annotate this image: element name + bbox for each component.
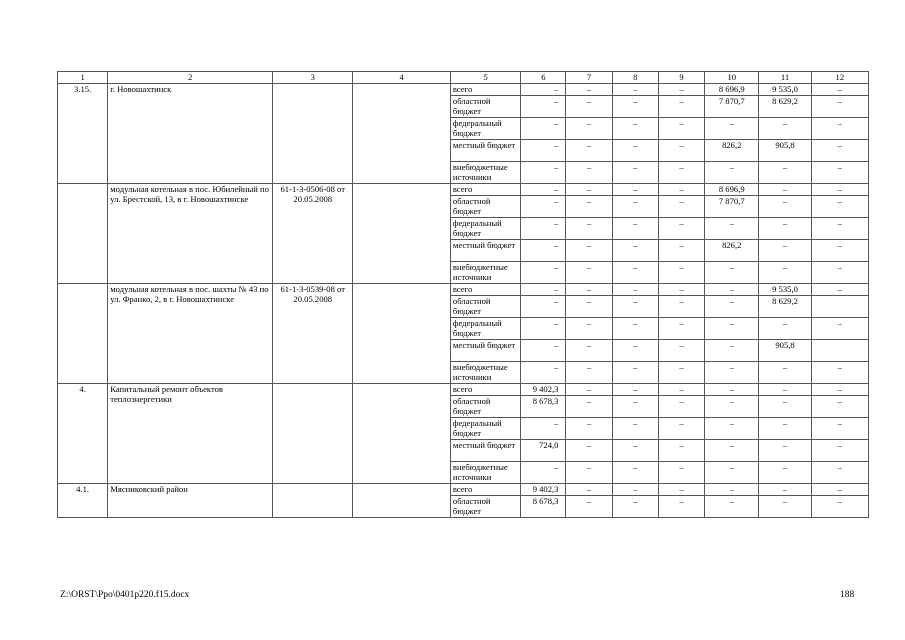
item-name: модульная котельная в пос. шахты № 43 по ул. Франко, 2, в г. Новошахтинске: [108, 284, 273, 384]
value-cell: –: [759, 484, 811, 496]
value-cell: –: [612, 118, 658, 140]
value-cell: –: [811, 284, 868, 296]
value-cell: 8 629,2: [759, 96, 811, 118]
funding-source: внебюджетные источники: [450, 162, 520, 184]
value-cell: –: [658, 84, 704, 96]
value-cell: –: [521, 196, 566, 218]
value-cell: 9 535,0: [759, 284, 811, 296]
value-cell: –: [811, 362, 868, 384]
value-cell: –: [811, 162, 868, 184]
value-cell: –: [811, 96, 868, 118]
column-header: 2: [108, 72, 273, 84]
value-cell: –: [811, 418, 868, 440]
value-cell: –: [566, 418, 612, 440]
funding-source: федеральный бюджет: [450, 418, 520, 440]
value-cell: –: [566, 118, 612, 140]
item-number: [58, 184, 108, 284]
value-cell: –: [566, 396, 612, 418]
value-cell: –: [658, 340, 704, 362]
value-cell: –: [759, 462, 811, 484]
value-cell: –: [612, 440, 658, 462]
value-cell: –: [521, 362, 566, 384]
funding-source: областной бюджет: [450, 96, 520, 118]
value-cell: –: [658, 362, 704, 384]
value-cell: –: [612, 218, 658, 240]
expertise-code: 61-1-3-0506-08 от 20.05.2008: [273, 184, 353, 284]
value-cell: –: [811, 484, 868, 496]
funding-source: внебюджетные источники: [450, 462, 520, 484]
value-cell: –: [612, 184, 658, 196]
column-header: 12: [811, 72, 868, 84]
value-cell: –: [521, 162, 566, 184]
value-cell: –: [566, 196, 612, 218]
value-cell: –: [658, 384, 704, 396]
value-cell: –: [612, 296, 658, 318]
funding-source: внебюджетные источники: [450, 262, 520, 284]
value-cell: –: [521, 340, 566, 362]
value-cell: –: [811, 496, 868, 518]
value-cell: –: [612, 262, 658, 284]
funding-source: местный бюджет: [450, 240, 520, 262]
value-cell: –: [705, 496, 759, 518]
value-cell: –: [612, 140, 658, 162]
value-cell: 905,8: [759, 140, 811, 162]
funding-source: областной бюджет: [450, 396, 520, 418]
value-cell: –: [811, 462, 868, 484]
value-cell: –: [658, 218, 704, 240]
value-cell: –: [521, 284, 566, 296]
column-header: 9: [658, 72, 704, 84]
value-cell: –: [612, 196, 658, 218]
value-cell: –: [705, 340, 759, 362]
value-cell: –: [705, 462, 759, 484]
value-cell: –: [658, 262, 704, 284]
budget-table: [57, 71, 869, 518]
item-number: 4.1.: [58, 484, 108, 518]
column-header: 6: [521, 72, 566, 84]
value-cell: –: [658, 240, 704, 262]
funding-source: внебюджетные источники: [450, 362, 520, 384]
column-header: 3: [273, 72, 353, 84]
value-cell: –: [705, 162, 759, 184]
value-cell: –: [658, 484, 704, 496]
value-cell: 826,2: [705, 240, 759, 262]
value-cell: –: [566, 162, 612, 184]
value-cell: –: [705, 296, 759, 318]
value-cell: –: [759, 162, 811, 184]
value-cell: –: [566, 240, 612, 262]
funding-source: федеральный бюджет: [450, 118, 520, 140]
column-header: 8: [612, 72, 658, 84]
value-cell: –: [566, 484, 612, 496]
footer-file-path: Z:\ORST\Ppo\0401p220.f15.docx: [60, 590, 190, 600]
value-cell: 7 870,7: [705, 196, 759, 218]
funding-source: областной бюджет: [450, 296, 520, 318]
value-cell: –: [521, 296, 566, 318]
value-cell: –: [658, 296, 704, 318]
value-cell: [811, 340, 868, 362]
value-cell: –: [566, 496, 612, 518]
value-cell: –: [521, 240, 566, 262]
table-row: [58, 484, 869, 496]
value-cell: 9 535,0: [759, 84, 811, 96]
table-row: [58, 284, 869, 296]
value-cell: –: [566, 362, 612, 384]
column-header: 4: [353, 72, 450, 84]
value-cell: –: [759, 318, 811, 340]
value-cell: –: [811, 118, 868, 140]
item-name: г. Новошахтинск: [108, 84, 273, 184]
empty-cell: [353, 284, 450, 384]
value-cell: 905,8: [759, 340, 811, 362]
value-cell: –: [566, 218, 612, 240]
table-row: [58, 184, 869, 196]
funding-source: местный бюджет: [450, 440, 520, 462]
value-cell: –: [759, 218, 811, 240]
value-cell: –: [811, 140, 868, 162]
funding-source: федеральный бюджет: [450, 318, 520, 340]
value-cell: –: [811, 84, 868, 96]
value-cell: –: [811, 196, 868, 218]
value-cell: –: [566, 462, 612, 484]
value-cell: –: [612, 484, 658, 496]
value-cell: –: [705, 396, 759, 418]
value-cell: –: [521, 184, 566, 196]
value-cell: –: [658, 462, 704, 484]
value-cell: –: [658, 418, 704, 440]
value-cell: –: [811, 184, 868, 196]
value-cell: –: [566, 184, 612, 196]
expertise-code: 61-1-3-0539-08 от 20.05.2008: [273, 284, 353, 384]
value-cell: –: [521, 140, 566, 162]
value-cell: –: [811, 262, 868, 284]
empty-cell: [353, 384, 450, 484]
table-row: [58, 384, 869, 396]
column-header: 7: [566, 72, 612, 84]
value-cell: –: [566, 296, 612, 318]
funding-source: всего: [450, 384, 520, 396]
value-cell: –: [705, 484, 759, 496]
expertise-code: [273, 484, 353, 518]
value-cell: –: [612, 384, 658, 396]
item-name: Капитальный ремонт объектов теплоэнергетики: [108, 384, 273, 484]
value-cell: –: [705, 284, 759, 296]
value-cell: –: [612, 240, 658, 262]
value-cell: –: [521, 96, 566, 118]
column-header: 5: [450, 72, 520, 84]
value-cell: –: [658, 396, 704, 418]
column-header: 10: [705, 72, 759, 84]
value-cell: –: [612, 418, 658, 440]
value-cell: –: [566, 318, 612, 340]
value-cell: –: [705, 118, 759, 140]
value-cell: –: [705, 418, 759, 440]
value-cell: –: [658, 284, 704, 296]
value-cell: –: [705, 440, 759, 462]
value-cell: –: [705, 384, 759, 396]
value-cell: –: [566, 84, 612, 96]
funding-source: федеральный бюджет: [450, 218, 520, 240]
expertise-code: [273, 84, 353, 184]
value-cell: –: [612, 362, 658, 384]
table-row: [58, 84, 869, 96]
value-cell: –: [705, 362, 759, 384]
value-cell: –: [612, 318, 658, 340]
value-cell: –: [566, 140, 612, 162]
value-cell: –: [759, 240, 811, 262]
value-cell: –: [811, 396, 868, 418]
value-cell: –: [566, 284, 612, 296]
value-cell: –: [566, 96, 612, 118]
value-cell: –: [811, 318, 868, 340]
value-cell: –: [521, 462, 566, 484]
value-cell: –: [566, 262, 612, 284]
funding-source: местный бюджет: [450, 140, 520, 162]
value-cell: –: [811, 440, 868, 462]
value-cell: –: [521, 84, 566, 96]
value-cell: –: [759, 362, 811, 384]
column-header: 1: [58, 72, 108, 84]
funding-source: местный бюджет: [450, 340, 520, 362]
value-cell: –: [759, 384, 811, 396]
value-cell: –: [566, 440, 612, 462]
value-cell: –: [759, 262, 811, 284]
value-cell: –: [612, 96, 658, 118]
value-cell: –: [658, 140, 704, 162]
item-name: Мясниковский район: [108, 484, 273, 518]
value-cell: –: [759, 496, 811, 518]
value-cell: –: [759, 184, 811, 196]
value-cell: –: [521, 118, 566, 140]
value-cell: –: [521, 218, 566, 240]
value-cell: –: [759, 396, 811, 418]
value-cell: –: [759, 440, 811, 462]
value-cell: –: [521, 318, 566, 340]
value-cell: –: [566, 340, 612, 362]
value-cell: –: [658, 318, 704, 340]
value-cell: –: [658, 118, 704, 140]
value-cell: 9 402,3: [521, 484, 566, 496]
item-name: модульная котельная в пос. Юбилейный по ул. Брестской, 13, в г. Новошахтинске: [108, 184, 273, 284]
value-cell: –: [811, 218, 868, 240]
value-cell: 8 678,3: [521, 496, 566, 518]
value-cell: –: [705, 318, 759, 340]
value-cell: –: [658, 496, 704, 518]
value-cell: 8 678,3: [521, 396, 566, 418]
value-cell: –: [612, 84, 658, 96]
header-row: [58, 72, 869, 84]
value-cell: –: [612, 462, 658, 484]
funding-source: всего: [450, 84, 520, 96]
value-cell: –: [612, 396, 658, 418]
empty-cell: [353, 484, 450, 518]
expertise-code: [273, 384, 353, 484]
value-cell: –: [612, 496, 658, 518]
value-cell: –: [658, 184, 704, 196]
empty-cell: [353, 84, 450, 184]
value-cell: –: [521, 418, 566, 440]
value-cell: –: [759, 118, 811, 140]
funding-source: областной бюджет: [450, 196, 520, 218]
value-cell: –: [566, 384, 612, 396]
value-cell: –: [658, 162, 704, 184]
value-cell: 9 402,3: [521, 384, 566, 396]
item-number: [58, 284, 108, 384]
empty-cell: [353, 184, 450, 284]
value-cell: –: [811, 240, 868, 262]
funding-source: всего: [450, 284, 520, 296]
value-cell: –: [759, 196, 811, 218]
value-cell: –: [811, 384, 868, 396]
value-cell: –: [612, 340, 658, 362]
value-cell: –: [759, 418, 811, 440]
value-cell: –: [658, 196, 704, 218]
item-number: 4.: [58, 384, 108, 484]
value-cell: –: [658, 96, 704, 118]
value-cell: [811, 296, 868, 318]
funding-source: областной бюджет: [450, 496, 520, 518]
value-cell: 826,2: [705, 140, 759, 162]
value-cell: –: [705, 218, 759, 240]
value-cell: 724,0: [521, 440, 566, 462]
value-cell: –: [612, 162, 658, 184]
value-cell: –: [705, 262, 759, 284]
value-cell: 8 696,9: [705, 184, 759, 196]
value-cell: 7 870,7: [705, 96, 759, 118]
value-cell: 8 696,9: [705, 84, 759, 96]
value-cell: –: [658, 440, 704, 462]
column-header: 11: [759, 72, 811, 84]
funding-source: всего: [450, 184, 520, 196]
item-number: 3.15.: [58, 84, 108, 184]
funding-source: всего: [450, 484, 520, 496]
value-cell: 8 629,2: [759, 296, 811, 318]
value-cell: –: [521, 262, 566, 284]
value-cell: –: [612, 284, 658, 296]
footer-page-number: 188: [840, 590, 855, 600]
